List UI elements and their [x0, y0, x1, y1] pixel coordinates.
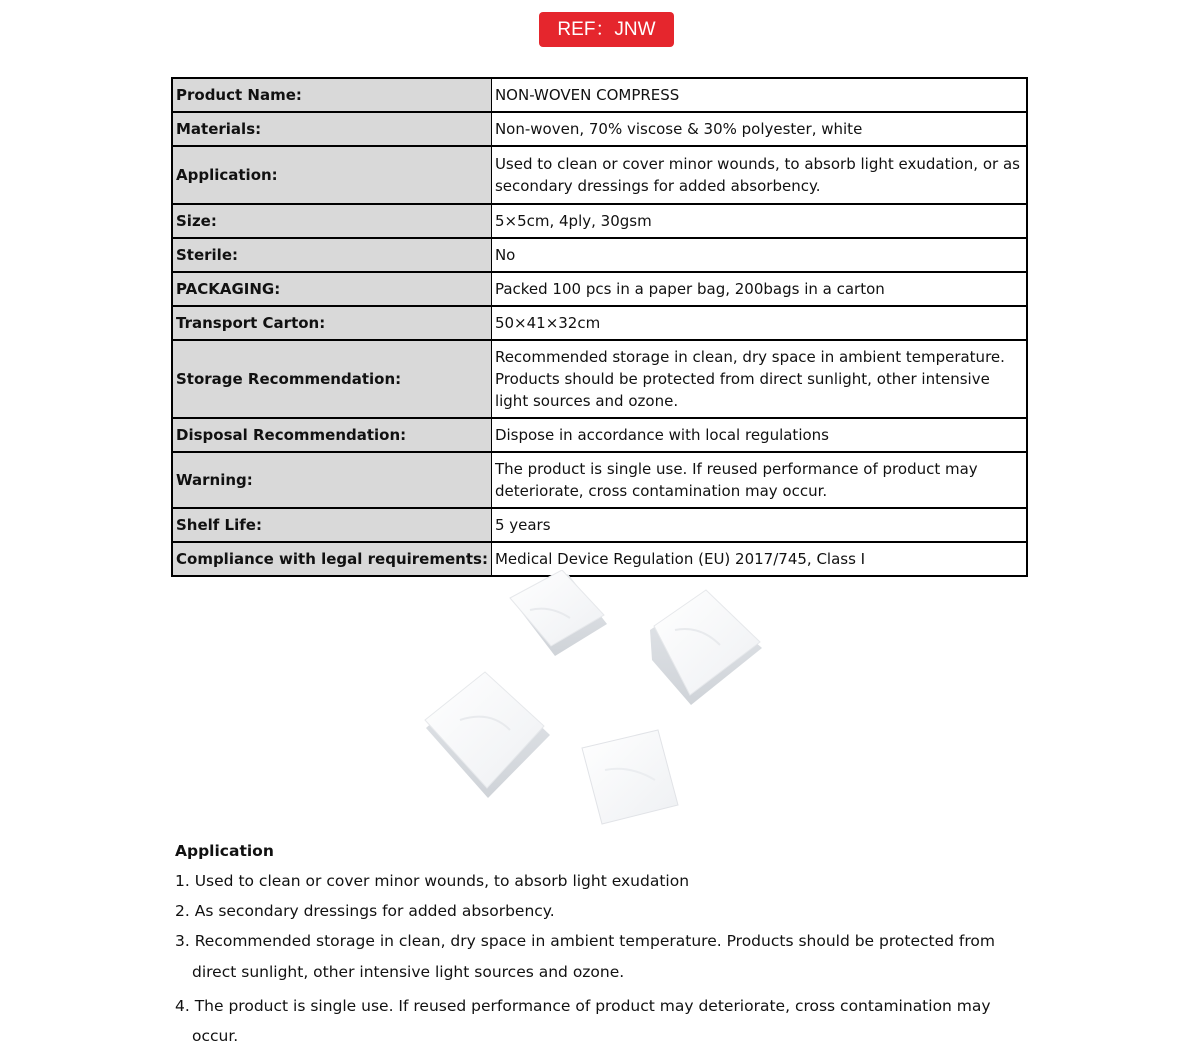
list-item: 3. Recommended storage in clean, dry space in ambient temperature. Products should be protected from direct sunlight, other intensive light sources and ozone.: [175, 932, 995, 981]
spec-value: 5×5cm, 4ply, 30gsm: [491, 204, 1027, 238]
table-row: [172, 238, 1027, 272]
table-row: [172, 418, 1027, 452]
table-row: [172, 78, 1027, 112]
spec-label: Sterile:: [172, 238, 491, 272]
spec-value: No: [491, 238, 1027, 272]
spec-label: Materials:: [172, 112, 491, 146]
compress-pad: [582, 730, 678, 824]
list-item: 1. Used to clean or cover minor wounds, to absorb light exudation: [175, 872, 690, 890]
spec-value: Non-woven, 70% viscose & 30% polyester, white: [491, 112, 1027, 146]
list-item: 4. The product is single use. If reused performance of product may deteriorate, cross contamination may occur.: [175, 997, 991, 1045]
spec-value: Dispose in accordance with local regulations: [491, 418, 1027, 452]
spec-value: Used to clean or cover minor wounds, to absorb light exudation, or as secondary dressings for added absorbency.: [491, 146, 1027, 204]
application-section: [175, 838, 1035, 1051]
spec-table: [171, 77, 1028, 577]
product-photo: [420, 570, 780, 830]
spec-value: Recommended storage in clean, dry space in ambient temperature. Products should be protected from direct sunlight, other intensive light sources and ozone.: [491, 340, 1027, 418]
spec-label: Shelf Life:: [172, 508, 491, 542]
spec-label: PACKAGING:: [172, 272, 491, 306]
spec-label: Compliance with legal requirements:: [172, 542, 491, 576]
spec-label: Application:: [172, 146, 491, 204]
table-row: [172, 452, 1027, 508]
list-item: 2. As secondary dressings for added absorbency.: [175, 902, 555, 920]
spec-label: Warning:: [172, 452, 491, 508]
spec-label: Transport Carton:: [172, 306, 491, 340]
spec-value: The product is single use. If reused performance of product may deteriorate, cross contamination may occur.: [491, 452, 1027, 508]
table-row: [172, 306, 1027, 340]
table-row: [172, 204, 1027, 238]
compress-pad: [650, 590, 762, 705]
spec-label: Product Name:: [172, 78, 491, 112]
compress-pad: [510, 570, 607, 656]
table-row: [172, 146, 1027, 204]
spec-label: Storage Recommendation:: [172, 340, 491, 418]
ref-badge: REF：JNW: [539, 12, 674, 47]
spec-label: Size:: [172, 204, 491, 238]
spec-value: 50×41×32cm: [491, 306, 1027, 340]
spec-value: 5 years: [491, 508, 1027, 542]
compress-pad: [425, 672, 550, 798]
spec-label: Disposal Recommendation:: [172, 418, 491, 452]
table-row: [172, 272, 1027, 306]
spec-value: Medical Device Regulation (EU) 2017/745, Class I: [491, 542, 1027, 576]
table-row: [172, 112, 1027, 146]
application-list: [175, 866, 1035, 1051]
table-row: [172, 340, 1027, 418]
spec-value: NON-WOVEN COMPRESS: [491, 78, 1027, 112]
table-row: [172, 508, 1027, 542]
spec-value: Packed 100 pcs in a paper bag, 200bags in a carton: [491, 272, 1027, 306]
application-title: Application: [175, 842, 274, 860]
